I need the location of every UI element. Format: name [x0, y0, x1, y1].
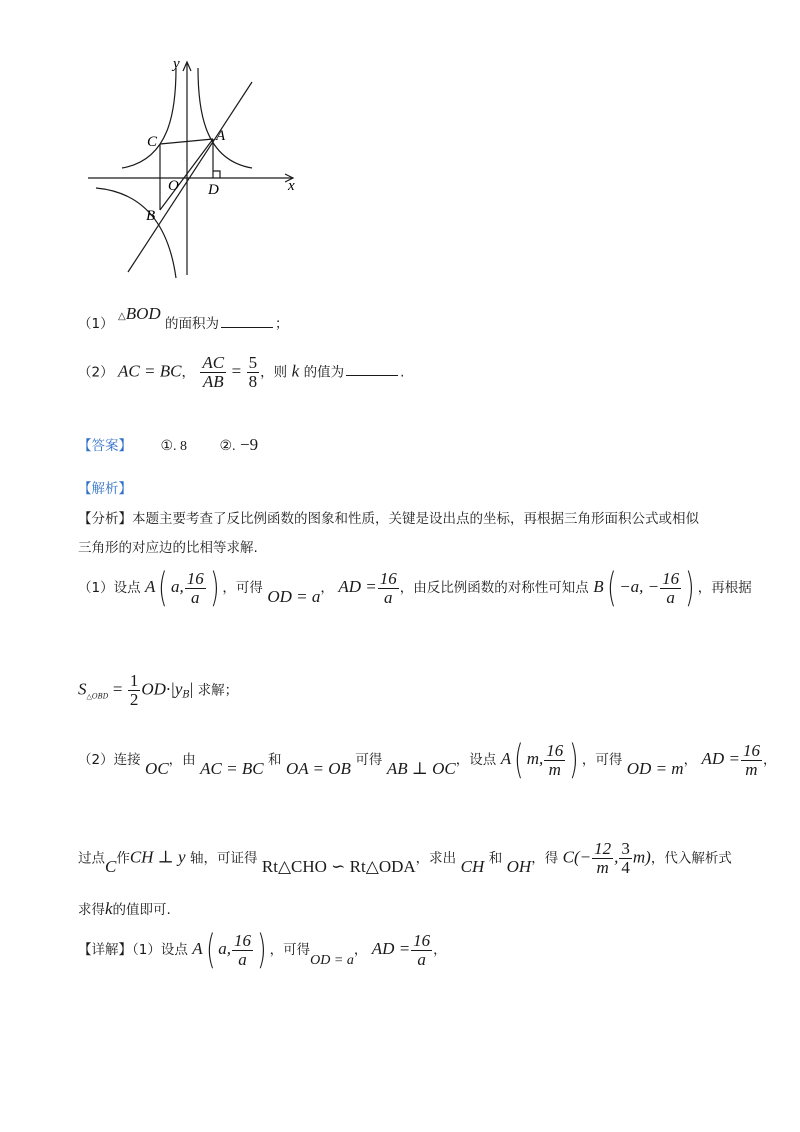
hyperbola-lower-left — [96, 188, 176, 278]
fenxi-line-2: 三角形的对应边的比相等求解. — [78, 540, 258, 556]
label-x: x — [288, 178, 295, 194]
right-angle-mark — [213, 171, 220, 178]
part2-line-1: （2）连接 OC，由 AC = BC 和 OA = OB 可得 AB ⊥ OC，设点 A( m, $\frac{16}{m}$ ) ，可得 OD = m， AD = $\frac{16}{m}$ ， — [78, 737, 777, 783]
detail-line: 【详解】（1）设点 A( a, $\frac{16}{a}$ ) ，可得OD = a， AD = $\frac{16}{a}$ ， — [78, 927, 447, 973]
q1-blank[interactable] — [221, 313, 273, 328]
analysis-tag: 【解析】 — [78, 481, 132, 497]
question-1 — [78, 304, 289, 333]
q2-value: $\frac{5}{8}$ — [248, 353, 258, 391]
label-d: D — [208, 182, 219, 198]
line-ab — [128, 82, 252, 272]
answer-tag: 【答案】 — [78, 438, 132, 454]
label-o: O — [168, 178, 179, 194]
label-c: C — [147, 134, 158, 150]
label-b: B — [146, 208, 156, 224]
part2-line-2: 过点C作CH ⊥ y 轴，可证得 Rt△CHO ∽ Rt△ODA，求出 CH 和 OH，得 C(− $\frac{12}{m}$ , $\frac{3}{4}$ m)，代入解析式 — [78, 839, 732, 877]
area-formula: $S_{\triangle OBD}$ = $\frac{1}{2}$ $OD\cdot|y_B|$ 求解； — [78, 671, 239, 709]
q2-then: ，则 — [260, 364, 288, 381]
part2-line-3: 求得k的值即可. — [78, 899, 171, 918]
q2-eq: AC = BC — [118, 361, 182, 381]
question-2 — [78, 354, 404, 391]
coordinate-figure — [80, 50, 310, 280]
fenxi-tag: 【分析】 — [78, 511, 132, 527]
q2-number: （2） — [78, 364, 114, 381]
q2-end: . — [400, 364, 405, 381]
q2-blank[interactable] — [346, 361, 398, 376]
q2-fraction: $\frac{AC}{AB}$ — [202, 353, 225, 391]
answer-2-value: −9 — [239, 435, 259, 454]
detail-tag: 【详解】 — [78, 942, 132, 958]
label-y: y — [173, 56, 180, 72]
answer-line — [78, 434, 258, 455]
q1-triangle: △BOD — [118, 304, 161, 323]
q1-end: ； — [274, 316, 289, 332]
q2-k: k — [291, 361, 300, 381]
q2-equals: = — [231, 361, 242, 381]
fenxi-line-1 — [78, 507, 699, 527]
q2-comma: ， — [181, 364, 195, 381]
hyperbola-upper-left — [122, 68, 176, 168]
label-a: A — [216, 128, 226, 144]
q2-text: 的值为 — [303, 364, 345, 381]
q1-number: （1） — [78, 316, 114, 332]
part1-line: （1）设点 A( a, $\frac{16}{a}$ ) ，可得 OD = a， AD = $\frac{16}{a}$ ，由反比例函数的对称性可知点 B( −a, − $\frac{16}{a}$ ) ，再根据 — [78, 565, 752, 611]
fenxi-text-1: 本题主要考查了反比例函数的图象和性质，关键是设出点的坐标，再根据三角形面积公式或相似 — [132, 511, 699, 527]
q1-text: 的面积为 — [164, 316, 219, 332]
answer-1: ①. 8 — [160, 439, 188, 454]
answer-2-prefix: ②. — [219, 439, 236, 454]
